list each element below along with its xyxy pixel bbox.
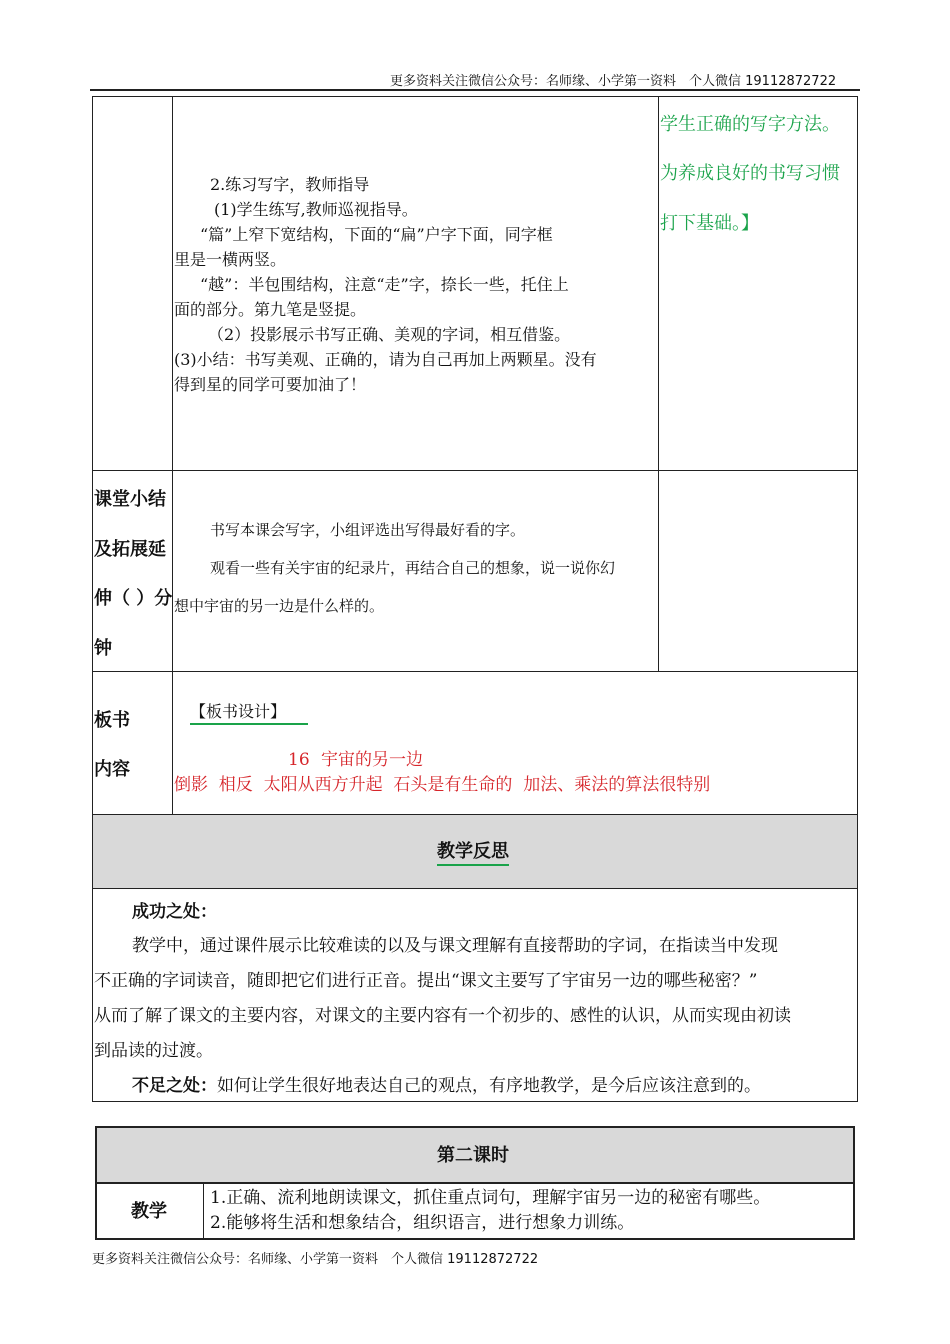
summary-line: 书写本课会写字，小组评选出写得最好看的字。	[210, 521, 526, 539]
summary-line: 观看一些有关宇宙的纪录片，再结合自己的想象，说一说你幻	[210, 559, 616, 577]
row-line-2	[92, 470, 858, 471]
col-divider-1	[172, 96, 173, 814]
summary-label-line: 伸（ ）分	[94, 588, 173, 609]
shortcoming-text: 如何让学生很好地表达自己的观点，有序地教学，是今后应该注意到的。	[217, 1076, 761, 1096]
lesson2-heading: 第二课时	[437, 1145, 509, 1166]
summary-line: 想中宇宙的另一边是什么样的。	[174, 597, 385, 615]
shortcoming-label: 不足之处：	[132, 1076, 217, 1096]
row-line-bottom	[92, 1101, 858, 1102]
t2-border-right	[853, 1126, 855, 1240]
page-header-text: 更多资料关注微信公众号：名师缘、小学第一资料 个人微信 19112872722	[390, 74, 837, 89]
practice-line: （2）投影展示书写正确、美观的字词，相互借鉴。	[208, 325, 571, 344]
success-label: 成功之处：	[132, 902, 217, 922]
reflection-line: 从而了解了课文的主要内容，对课文的主要内容有一个初步的、感性的认识，从而实现由初读	[94, 1006, 791, 1026]
t2-line-top	[95, 1126, 855, 1128]
t2-col-divider	[203, 1182, 204, 1240]
lesson2-label: 教学	[131, 1201, 167, 1222]
header-rule	[90, 89, 860, 91]
practice-line: “越”：半包围结构，注意“走”字，捺长一些，托住上	[200, 275, 569, 294]
practice-line: (1)学生练写,教师巡视指导。	[214, 200, 418, 219]
reflection-line: 到品读的过渡。	[94, 1041, 213, 1061]
practice-line: 里是一横两竖。	[174, 250, 287, 269]
practice-line: 2.练习写字，教师指导	[210, 175, 370, 194]
row-line-3	[92, 671, 858, 672]
table-border-left	[92, 96, 93, 1102]
shortcoming-row	[132, 1072, 761, 1100]
reflection-line: 不正确的字词读音，随即把它们进行正音。提出“课文主要写了宇宙另一边的哪些秘密？”	[94, 971, 758, 991]
board-title	[288, 748, 423, 773]
reflection-line: 教学中，通过课件展示比较难读的以及与课文理解有直接帮助的字词，在指读当中发现	[132, 936, 778, 956]
goal-line: 2.能够将生活和想象结合，组织语言，进行想象力训练。	[210, 1213, 635, 1233]
page-footer-text: 更多资料关注微信公众号：名师缘、小学第一资料 个人微信 19112872722	[92, 1252, 539, 1267]
reflection-heading: 教学反思	[437, 840, 509, 866]
table-border-right	[857, 96, 858, 1102]
practice-line: 面的部分。第九笔是竖提。	[174, 300, 367, 319]
note-line: 学生正确的写字方法。	[660, 114, 840, 135]
note-line: 打下基础。】	[660, 213, 759, 234]
summary-label-line: 及拓展延	[94, 539, 166, 560]
row-line-top	[92, 96, 858, 97]
practice-line: 得到星的同学可要加油了！	[174, 375, 367, 394]
practice-line: (3)小结：书写美观、正确的，请为自己再加上两颗星。没有	[174, 350, 597, 369]
t2-line-mid	[95, 1182, 855, 1184]
col-divider-2	[658, 96, 659, 671]
board-items: 倒影 相反 太阳从西方升起 石头是有生命的 加法、乘法的算法很特别	[174, 775, 711, 795]
goal-line: 1.正确、流利地朗读课文，抓住重点词句，理解宇宙另一边的秘密有哪些。	[210, 1188, 771, 1208]
board-label-line: 板书	[94, 710, 130, 731]
note-line: 为养成良好的书写习惯	[660, 163, 840, 184]
t2-line-bottom	[95, 1238, 855, 1240]
practice-line: “篇”上窄下宽结构，下面的“扁”户字下面，同字框	[200, 225, 553, 244]
board-title-number: 16	[288, 750, 310, 770]
row-line-5	[92, 888, 858, 889]
board-title-text: 宇宙的另一边	[321, 750, 424, 770]
summary-label-line: 课堂小结	[94, 489, 166, 510]
summary-label-line: 钟	[94, 638, 112, 659]
board-label-line: 内容	[94, 759, 130, 780]
t2-border-left	[95, 1126, 97, 1240]
board-design-title: 【板书设计】	[190, 701, 308, 725]
